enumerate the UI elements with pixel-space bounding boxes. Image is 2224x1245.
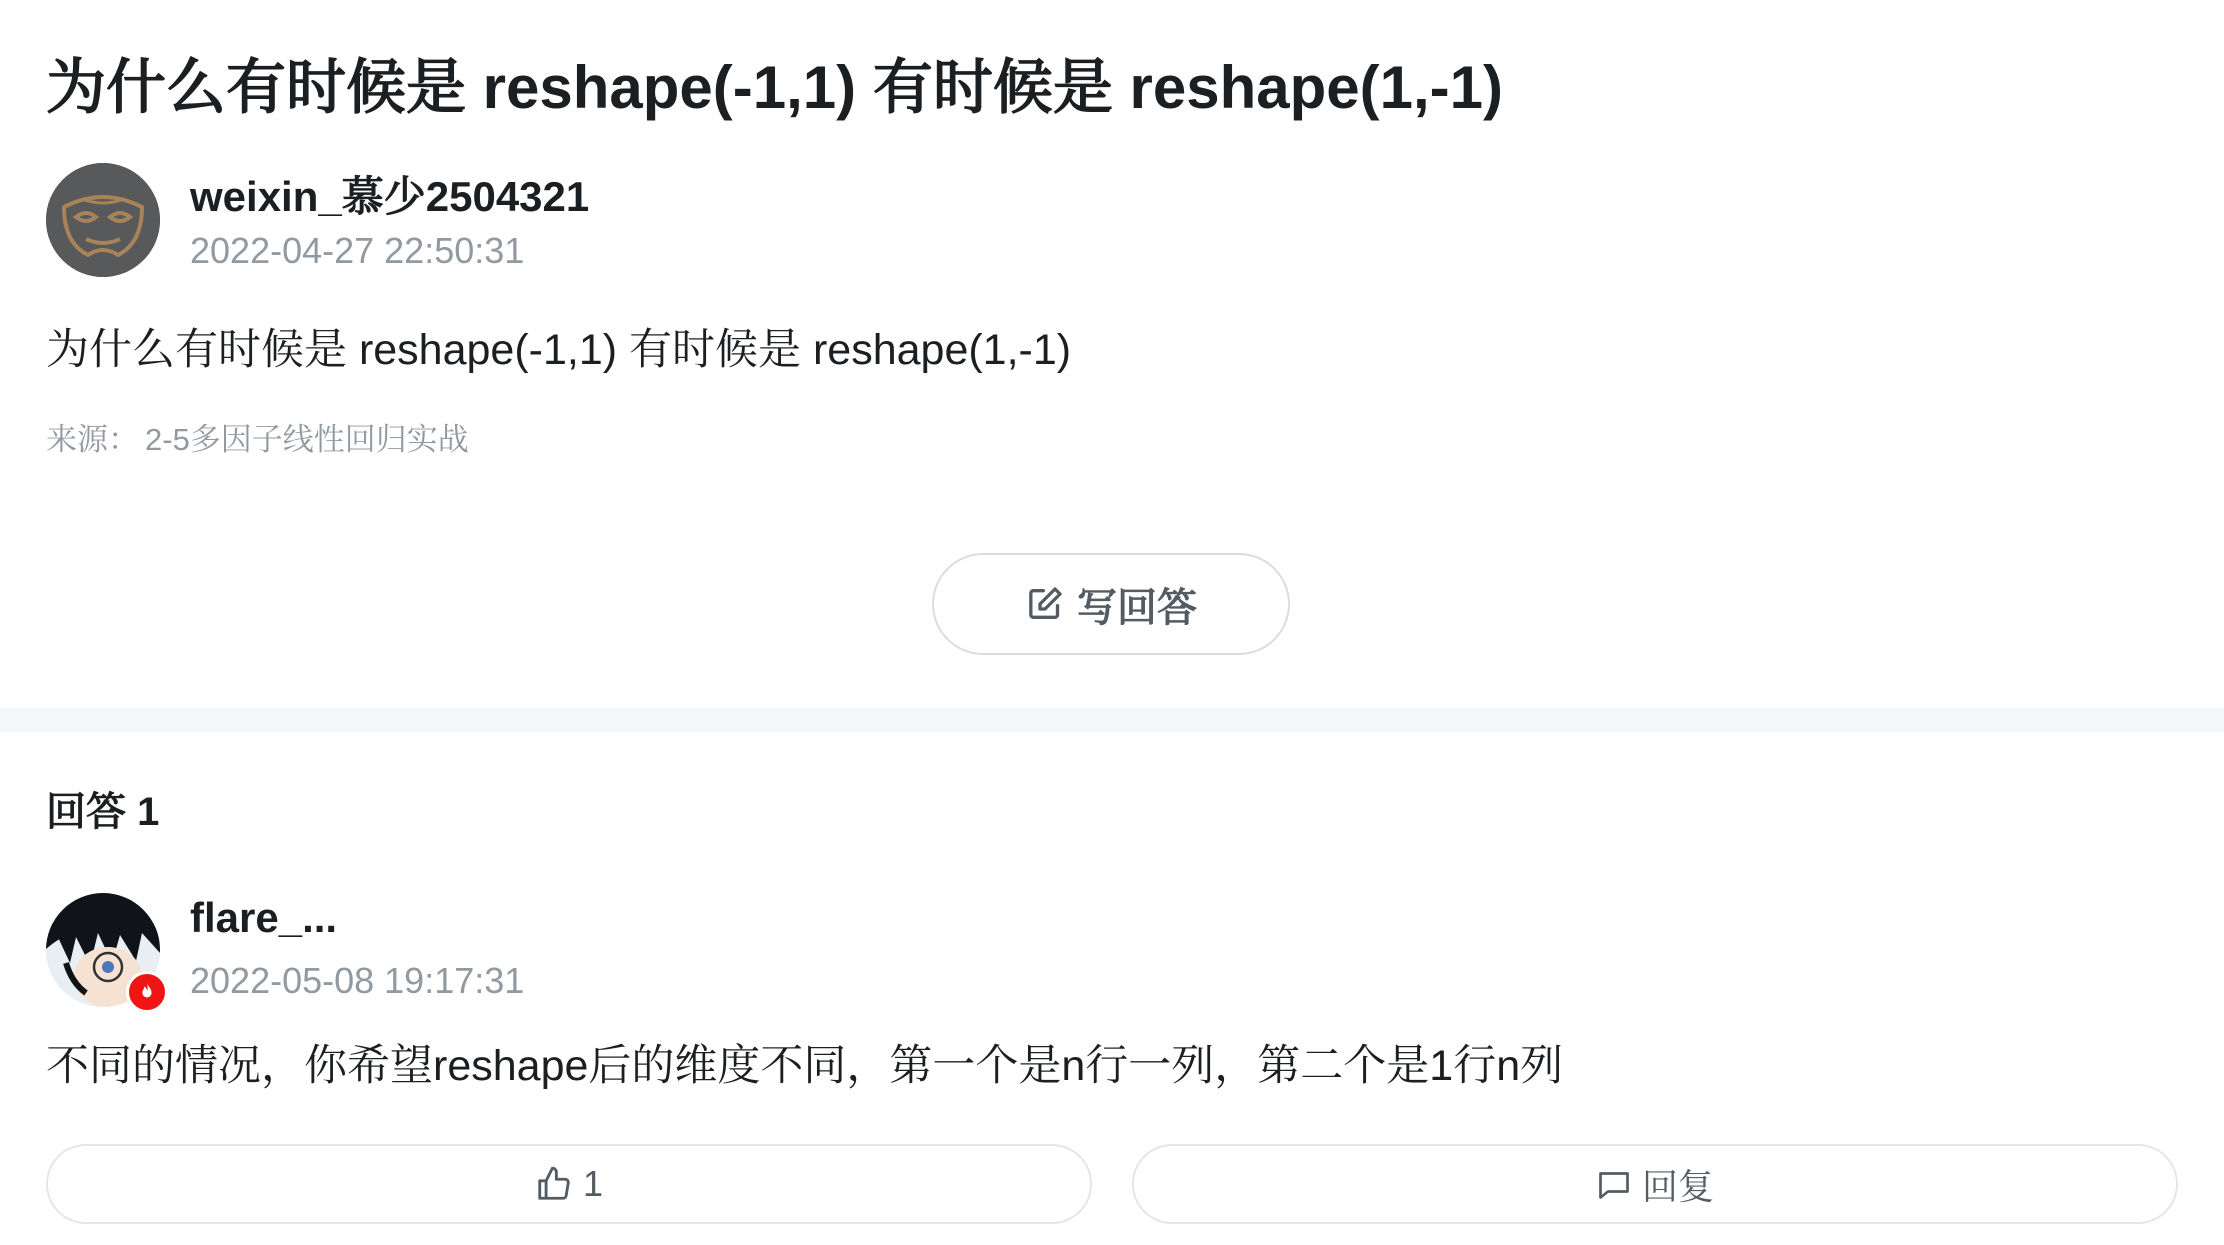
reply-button[interactable] [1132,1144,2178,1224]
write-answer-button[interactable] [932,553,1290,655]
like-count: 1 [582,1163,604,1204]
question-source [46,414,469,459]
question-timestamp: 2022-04-27 22:50:31 [190,230,525,271]
hot-badge [126,971,168,1013]
mask-avatar-icon [46,163,160,277]
answer-timestamp: 2022-05-08 19:17:31 [190,960,525,1001]
answer-body: 不同的情况，你希望reshape后的维度不同，第一个是n行一列，第二个是1行n列 [46,1042,1564,1090]
like-button[interactable] [46,1144,1092,1224]
answer-author-avatar[interactable] [46,893,160,1007]
comment-icon [1596,1166,1632,1202]
answers-count-heading: 回答 1 [46,790,160,834]
flame-icon [136,981,158,1003]
write-answer-label: 写回答 [1077,585,1197,630]
source-label: 来源： [46,422,139,457]
question-author-avatar[interactable] [46,163,160,277]
answer-author-name[interactable]: flare_... [190,894,338,941]
section-divider [0,708,2224,732]
question-title: 为什么有时候是 reshape(-1,1) 有时候是 reshape(1,-1) [46,54,1503,121]
question-author-name[interactable]: weixin_慕少2504321 [190,173,590,220]
reply-label: 回复 [1641,1165,1714,1207]
source-link[interactable]: 2-5多因子线性回归实战 [145,422,469,457]
question-body: 为什么有时候是 reshape(-1,1) 有时候是 reshape(1,-1) [46,326,1072,374]
thumbs-up-icon [535,1165,573,1203]
edit-icon [1025,584,1065,624]
